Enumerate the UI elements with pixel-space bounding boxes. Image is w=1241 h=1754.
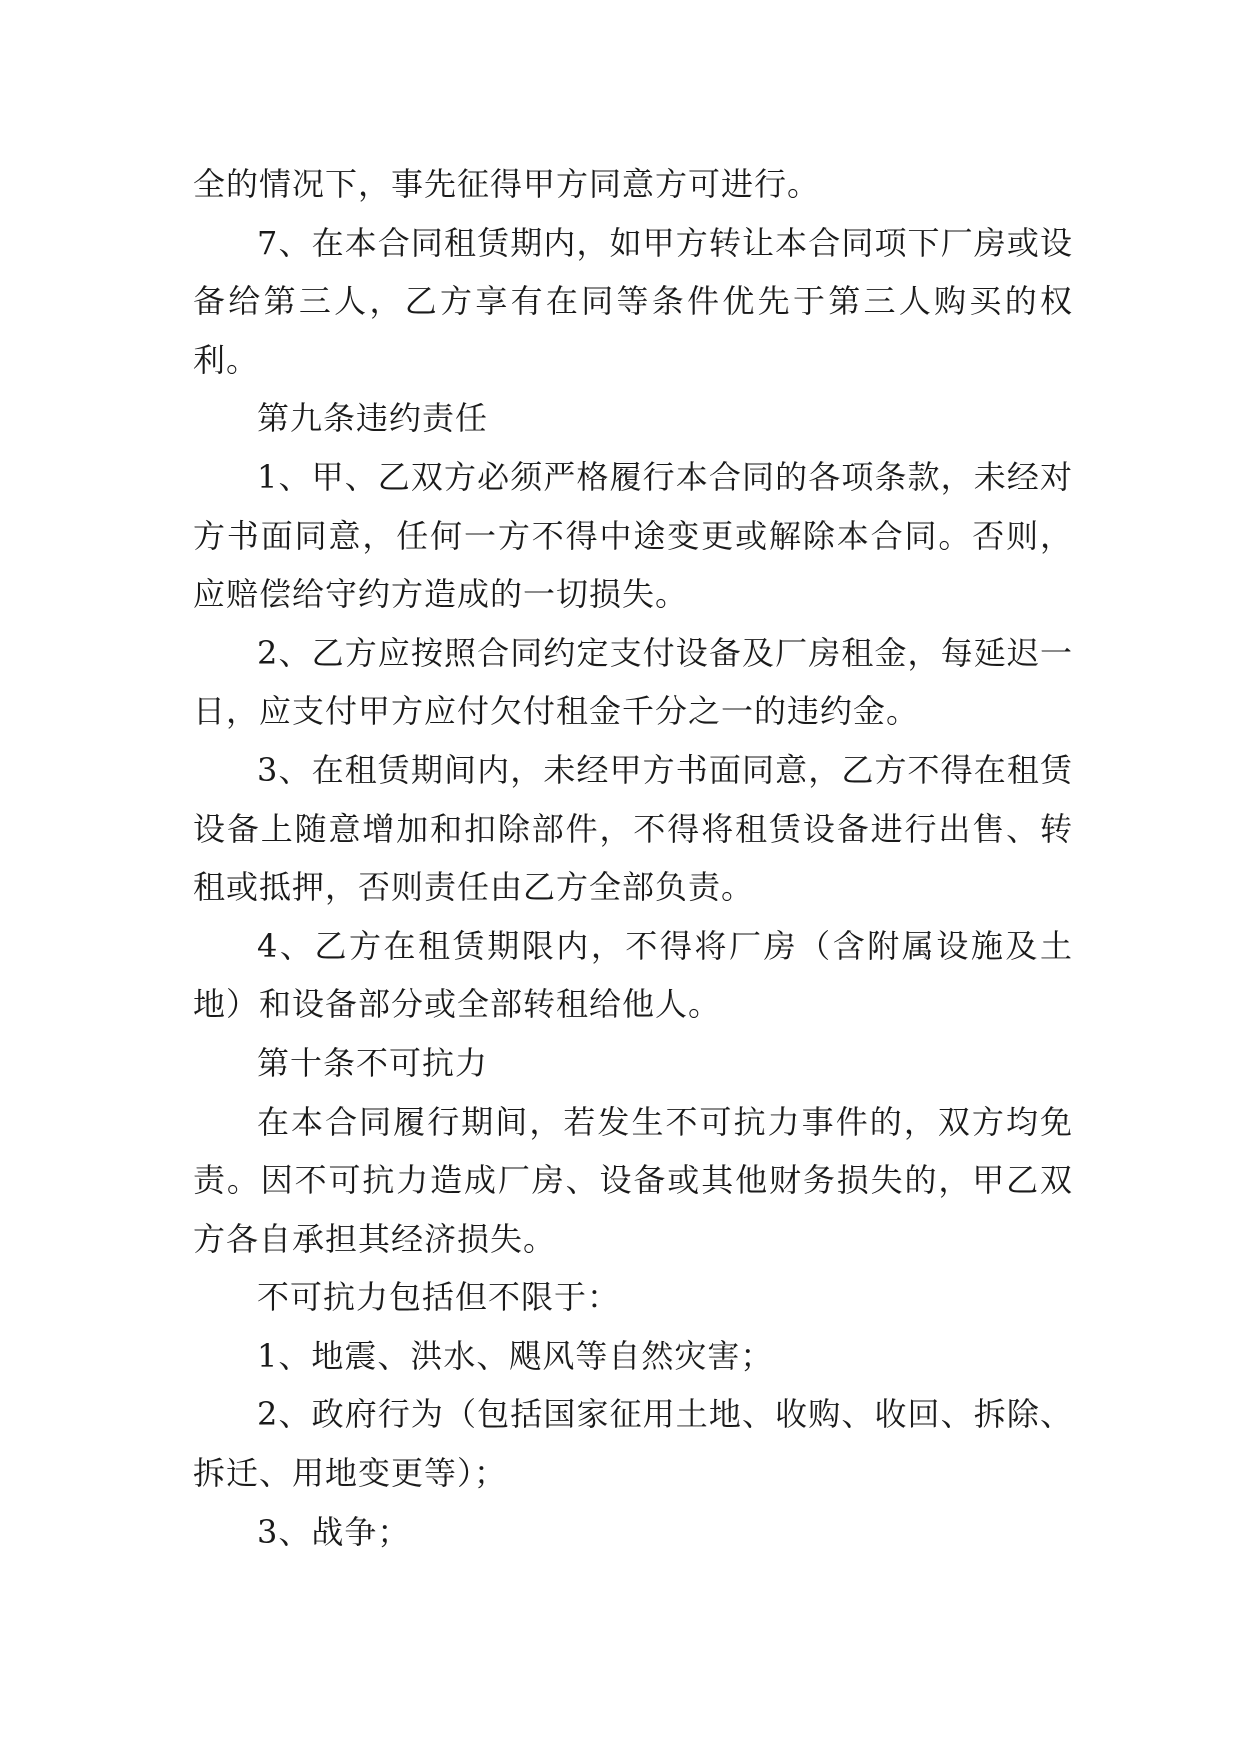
paragraph-article-9-item-1: 1、甲、乙双方必须严格履行本合同的各项条款，未经对方书面同意，任何一方不得中途变更或解除本合同。否则，应赔偿给守约方造成的一切损失。 xyxy=(193,457,1073,614)
paragraph-force-majeure-item-3: 3、战争； xyxy=(257,1512,411,1551)
paragraph-force-majeure-item-1: 1、地震、洪水、飓风等自然灾害； xyxy=(257,1336,774,1375)
section-heading-article-10: 第十条不可抗力 xyxy=(257,1043,489,1082)
paragraph-force-majeure-item-2: 2、政府行为（包括国家征用土地、收购、收回、拆除、拆迁、用地变更等）； xyxy=(193,1395,1073,1493)
paragraph-force-majeure-intro: 不可抗力包括但不限于： xyxy=(257,1278,621,1317)
paragraph-article-10-body: 在本合同履行期间，若发生不可抗力事件的，双方均免责。因不可抗力造成厂房、设备或其他财务损失的，甲乙双方各自承担其经济损失。 xyxy=(193,1102,1073,1258)
paragraph-clause-7: 7、在本合同租赁期内，如甲方转让本合同项下厂房或设备给第三人，乙方享有在同等条件优先于第三人购买的权利。 xyxy=(193,223,1073,379)
paragraph-article-9-item-4: 4、乙方在租赁期限内，不得将厂房（含附属设施及土地）和设备部分或全部转租给他人。 xyxy=(193,926,1073,1024)
paragraph-continuation: 全的情况下，事先征得甲方同意方可进行。 xyxy=(193,165,821,203)
paragraph-article-9-item-3: 3、在租赁期间内，未经甲方书面同意，乙方不得在租赁设备上随意增加和扣除部件，不得将租赁设备进行出售、转租或抵押，否则责任由乙方全部负责。 xyxy=(193,750,1073,907)
document-body xyxy=(193,155,1073,1561)
section-heading-article-9: 第九条违约责任 xyxy=(257,399,489,438)
paragraph-article-9-item-2: 2、乙方应按照合同约定支付设备及厂房租金，每延迟一日，应支付甲方应付欠付租金千分之一的违约金。 xyxy=(193,633,1073,731)
